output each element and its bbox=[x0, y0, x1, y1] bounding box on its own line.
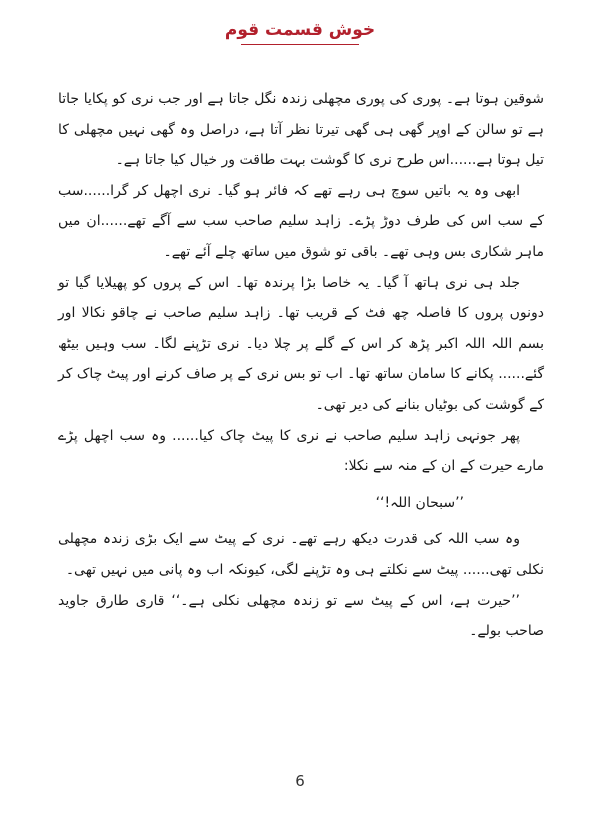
page-number: 6 bbox=[295, 772, 305, 790]
running-header bbox=[0, 18, 600, 46]
header-underline bbox=[241, 44, 359, 45]
paragraph-2: ابھی وہ یہ باتیں سوچ ہی رہے تھے کہ فائر ہو گیا۔ نری اچھل کر گرا......سب کے سب اس کی طرف دوڑ پڑے۔ زاہد سلیم صاحب سب سے آگے تھے......ان میں ماہر شکاری بس وہی تھے۔ باقی تو شوق میں ساتھ چلے آئے تھے۔ bbox=[58, 182, 544, 260]
header-title: خوش قسمت قوم bbox=[224, 20, 376, 40]
paragraph-4: پھر جونہی زاہد سلیم صاحب نے نری کا پیٹ چاک کیا...... وہ سب اچھل پڑے مارے حیرت کے ان کے منہ سے نکلا: bbox=[58, 427, 544, 475]
paragraph-1: شوقین ہوتا ہے۔ پوری کی پوری مچھلی زندہ نگل جاتا ہے اور جب نری کو پکایا جاتا ہے تو سالن کے اوپر گھی ہی گھی تیرتا نظر آتا ہے، دراصل وہ گھی نہیں مچھلی کا تیل ہوتا ہے......اس طرح نری کا گوشت بہت طاقت ور خیال کیا جاتا ہے۔ bbox=[58, 91, 544, 169]
exclamation-quote: ’’سبحان اللہ!‘‘ bbox=[375, 494, 464, 511]
paragraph-5: وہ سب اللہ کی قدرت دیکھ رہے تھے۔ نری کے پیٹ سے ایک بڑی زندہ مچھلی نکلی تھی...... پیٹ سے نکلتے ہی وہ تڑپنے لگی، کیونکہ اب وہ پانی میں نہیں تھی۔ bbox=[58, 531, 544, 578]
paragraph-6: ’’حیرت ہے، اس کے پیٹ سے تو زندہ مچھلی نکلی ہے۔‘‘ قاری طارق جاوید صاحب بولے۔ bbox=[58, 592, 544, 640]
page-body bbox=[58, 84, 544, 647]
paragraph-3: جلد ہی نری ہاتھ آ گیا۔ یہ خاصا بڑا پرندہ تھا۔ اس کے پروں کو پھیلایا گیا تو دونوں پروں کا فاصلہ چھ فٹ کے قریب تھا۔ زاہد سلیم صاحب نے چاقو نکالا اور بسم اللہ اللہ اکبر پڑھ کر اس کے گلے پر چلا دیا۔ نری تڑپنے لگا۔ سب وہیں بیٹھ گئے...... پکانے کا سامان ساتھ تھا۔ اب تو بس نری کے پر صاف کرنے اور پیٹ چاک کر کے گوشت کی بوٹیاں بنانے کی دیر تھی۔ bbox=[58, 274, 544, 413]
